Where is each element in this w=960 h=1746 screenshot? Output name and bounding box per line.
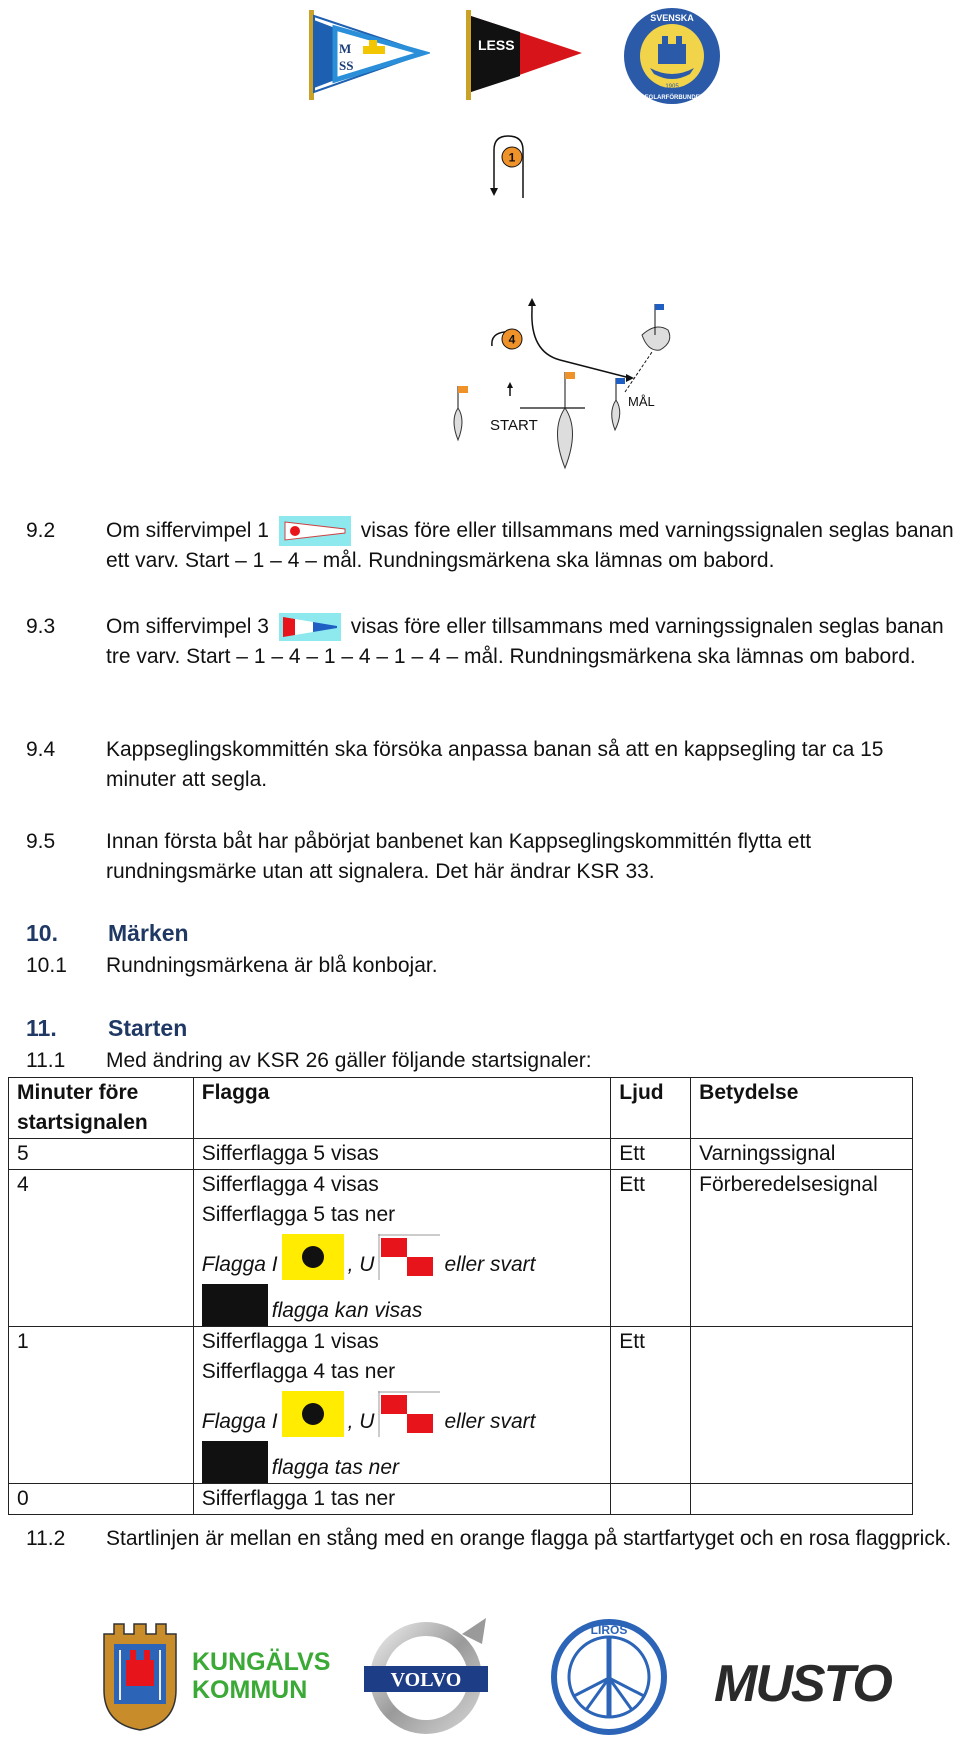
mss-burgee-logo bbox=[305, 8, 430, 103]
cell-meaning bbox=[691, 1484, 913, 1515]
ssf-bottom-text: SEGLARFÖRBUNDET bbox=[640, 95, 704, 101]
black-flag-text: flagga tas ner bbox=[271, 1456, 400, 1479]
start-label: START bbox=[490, 417, 538, 434]
kungalv-kommun-wordmark bbox=[192, 1648, 332, 1704]
flag-i-icon bbox=[282, 1391, 344, 1437]
cell-flag: Sifferflagga 5 visas bbox=[193, 1139, 611, 1170]
cell-minutes: 0 bbox=[9, 1484, 194, 1515]
flag-i-text: Flagga I bbox=[201, 1410, 278, 1433]
start-signal-table bbox=[8, 1077, 913, 1515]
section-number: 9.5 bbox=[26, 830, 56, 853]
flag-options-line bbox=[202, 1387, 603, 1437]
flag-i-text: Flagga I bbox=[201, 1253, 278, 1276]
black-flag-icon bbox=[202, 1284, 268, 1326]
svenska-seglarforbundet-logo bbox=[622, 6, 722, 106]
text-before-flag: Om siffervimpel 3 bbox=[106, 615, 269, 638]
table-header-row bbox=[9, 1078, 913, 1139]
liros-text: LIROS bbox=[590, 1623, 628, 1637]
mark-4-label: 4 bbox=[508, 332, 516, 347]
flag-line-2: Sifferflagga 5 tas ner bbox=[201, 1203, 396, 1226]
heading-number: 11. bbox=[26, 1015, 57, 1041]
section-text: Startlinjen är mellan en stång med en orange flagga på startfartyget och en rosa flaggprick. bbox=[106, 1527, 952, 1550]
black-flag-line bbox=[202, 1280, 603, 1326]
cell-flag bbox=[193, 1327, 611, 1484]
cell-meaning bbox=[691, 1327, 913, 1484]
cell-sound: Ett bbox=[611, 1139, 691, 1170]
or-black-text: eller svart bbox=[444, 1253, 536, 1276]
cell-sound bbox=[611, 1484, 691, 1515]
cell-minutes: 5 bbox=[9, 1139, 194, 1170]
text-after-flag: visas före eller tillsammans med varningssignalen seglas banan ett varv. Start – 1 – 4 – mål. Rundningsmärkena ska lämnas om babord. bbox=[106, 519, 954, 573]
course-diagram bbox=[420, 130, 700, 470]
section-9-2 bbox=[26, 516, 956, 576]
volvo-text: VOLVO bbox=[390, 1669, 462, 1691]
section-text: Kappseglingskommittén ska försöka anpassa banan så att en kappsegling tar ca 15 minuter att segla. bbox=[106, 738, 884, 791]
mss-letters-bottom: SS bbox=[339, 58, 354, 73]
start-area bbox=[454, 372, 585, 468]
kungalv-coat-of-arms-logo bbox=[100, 1620, 180, 1732]
flag-i-icon bbox=[282, 1234, 344, 1280]
cell-flag: Sifferflagga 1 tas ner bbox=[193, 1484, 611, 1515]
section-number: 9.2 bbox=[26, 519, 56, 542]
ssf-year-text: 1905 bbox=[665, 84, 679, 90]
finish-area bbox=[612, 304, 670, 430]
finish-label: MÅL bbox=[628, 394, 655, 409]
section-11-1 bbox=[26, 1046, 956, 1076]
header-minutes: Minuter före startsignalen bbox=[9, 1078, 194, 1139]
section-9-4 bbox=[26, 735, 956, 795]
ssf-top-text: SVENSKA bbox=[650, 13, 694, 23]
section-text: Innan första båt har påbörjat banbenet kan Kappseglingskommittén flytta ett rundningsmärke utan att signalera. Det här ändrar KSR 33. bbox=[106, 830, 812, 883]
mark-1-label: 1 bbox=[508, 150, 516, 165]
black-flag-text: flagga kan visas bbox=[271, 1299, 423, 1322]
section-text: Med ändring av KSR 26 gäller följande startsignaler: bbox=[106, 1049, 592, 1072]
flag-u-text: , U bbox=[347, 1410, 375, 1433]
cell-meaning: Varningssignal bbox=[691, 1139, 913, 1170]
black-flag-line bbox=[202, 1437, 603, 1483]
section-10-1 bbox=[26, 951, 956, 981]
cell-minutes: 4 bbox=[9, 1170, 194, 1327]
heading-title: Märken bbox=[108, 920, 189, 946]
mark-1-rounding bbox=[490, 136, 523, 198]
flag-line-1: Sifferflagga 4 visas bbox=[201, 1173, 379, 1196]
section-number: 11.1 bbox=[26, 1049, 66, 1072]
or-black-text: eller svart bbox=[444, 1410, 536, 1433]
musto-logo: MUSTO bbox=[714, 1655, 891, 1713]
less-letters: LESS bbox=[478, 37, 515, 53]
text-before-flag: Om siffervimpel 1 bbox=[106, 519, 269, 542]
table-row bbox=[9, 1327, 913, 1484]
flag-u-icon bbox=[378, 1234, 440, 1280]
flag-u-icon bbox=[378, 1391, 440, 1437]
table-row bbox=[9, 1484, 913, 1515]
mark-4-rounding bbox=[492, 298, 634, 382]
section-text bbox=[106, 612, 956, 672]
section-number: 9.3 bbox=[26, 615, 56, 638]
kungalv-line-1: KUNGÄLVS bbox=[192, 1648, 331, 1676]
text-after-flag: visas före eller tillsammans med varningssignalen seglas banan tre varv. Start – 1 – 4 – 1 – 4 – 1 – 4 – mål. Rundningsmärkena ska lämnas om babord. bbox=[106, 615, 944, 668]
flag-line-1: Sifferflagga 1 visas bbox=[201, 1330, 379, 1353]
cell-sound: Ett bbox=[611, 1327, 691, 1484]
sponsor-logos bbox=[0, 1610, 960, 1740]
volvo-logo bbox=[362, 1614, 494, 1738]
flag-options-line bbox=[202, 1230, 603, 1280]
header-flag: Flagga bbox=[193, 1078, 611, 1139]
pennant-1-icon bbox=[279, 516, 351, 546]
pennant-3-icon bbox=[279, 613, 341, 641]
cell-sound: Ett bbox=[611, 1170, 691, 1327]
section-text: Rundningsmärkena är blå konbojar. bbox=[106, 954, 438, 977]
section-number: 11.2 bbox=[26, 1527, 66, 1550]
heading-title: Starten bbox=[108, 1015, 188, 1041]
black-flag-icon bbox=[202, 1441, 268, 1483]
section-11-2 bbox=[26, 1524, 956, 1584]
heading-number: 10. bbox=[26, 920, 58, 946]
header-logos bbox=[0, 0, 960, 115]
cell-meaning: Förberedelsesignal bbox=[691, 1170, 913, 1327]
flag-u-text: , U bbox=[347, 1253, 375, 1276]
cell-minutes: 1 bbox=[9, 1327, 194, 1484]
kungalv-line-2: KOMMUN bbox=[192, 1676, 308, 1704]
table-row bbox=[9, 1170, 913, 1327]
mss-letters-top: M bbox=[339, 41, 352, 56]
cell-flag bbox=[193, 1170, 611, 1327]
header-sound: Ljud bbox=[611, 1078, 691, 1139]
less-burgee-logo bbox=[462, 8, 587, 103]
liros-logo bbox=[550, 1618, 668, 1736]
header-meaning: Betydelse bbox=[691, 1078, 913, 1139]
section-number: 9.4 bbox=[26, 738, 56, 761]
section-text bbox=[106, 516, 956, 576]
section-9-5 bbox=[26, 827, 956, 887]
table-row bbox=[9, 1139, 913, 1170]
section-9-3 bbox=[26, 612, 956, 702]
flag-line-2: Sifferflagga 4 tas ner bbox=[201, 1360, 396, 1383]
section-number: 10.1 bbox=[26, 954, 67, 977]
